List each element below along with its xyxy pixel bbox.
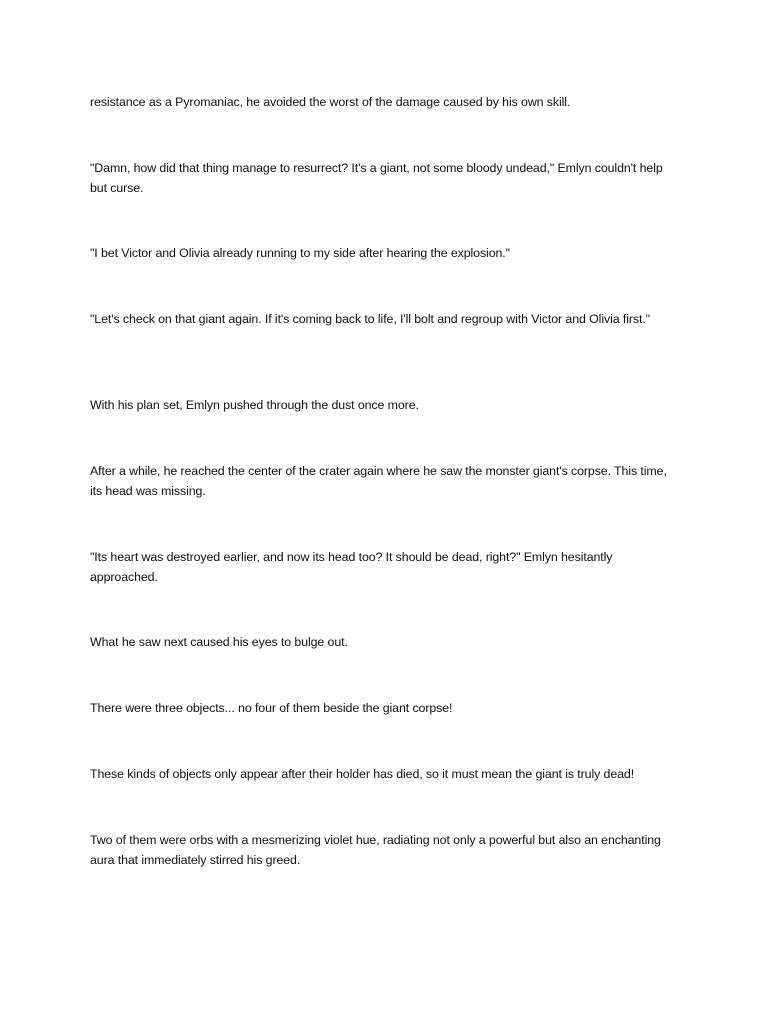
paragraph-3: "I bet Victor and Olivia already running to my side after hearing the explosion.": [90, 246, 510, 260]
paragraph-2: "Damn, how did that thing manage to resurrect? It's a giant, not some bloody undead," Emlyn couldn't help but curse.: [90, 161, 663, 195]
paragraph-5: With his plan set, Emlyn pushed through the dust once more.: [90, 398, 419, 412]
paragraph-9: There were three objects... no four of them beside the giant corpse!: [90, 701, 453, 715]
paragraph-8: What he saw next caused his eyes to bulge out.: [90, 635, 348, 649]
paragraph-11: Two of them were orbs with a mesmerizing violet hue, radiating not only a powerful but also an enchanting aura that immediately stirred his greed.: [90, 833, 661, 867]
paragraph-1: resistance as a Pyromaniac, he avoided the worst of the damage caused by his own skill.: [90, 95, 571, 109]
paragraph-7: "Its heart was destroyed earlier, and now its head too? It should be dead, right?" Emlyn hesitantly approached.: [90, 550, 613, 584]
paragraph-6: After a while, he reached the center of the crater again where he saw the monster giant's corpse. This time, its head was missing.: [90, 464, 667, 498]
paragraph-10: These kinds of objects only appear after their holder has died, so it must mean the giant is truly dead!: [90, 767, 635, 781]
paragraph-4: "Let's check on that giant again. If it's coming back to life, I'll bolt and regroup with Victor and Olivia first.": [90, 312, 650, 326]
